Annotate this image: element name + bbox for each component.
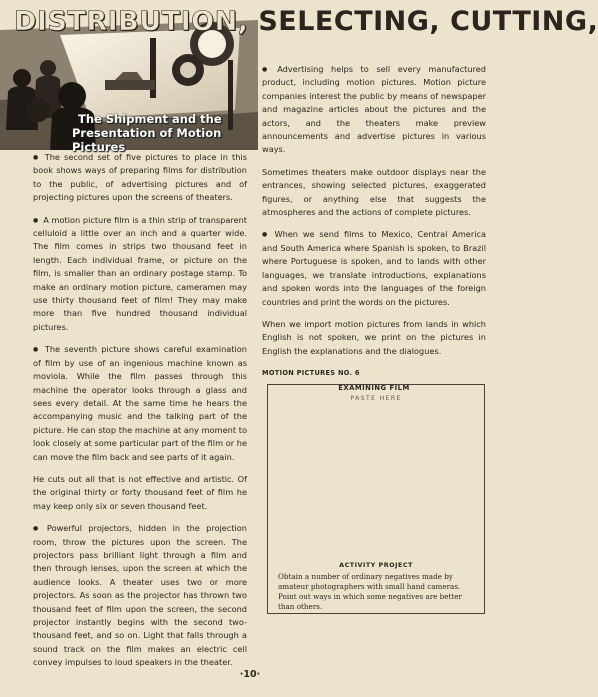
activity-project: [278, 560, 474, 612]
heading-selecting-cutting: SELECTING, CUTTING,: [248, 6, 598, 37]
paragraph-moviola: ● The seventh picture shows careful examination of film by use of an ingenious machine known as moviola. While the film passes through this machine the operator looks through a glass and sees every detail. At the same time he hears the accompanying music and the talking part of the picture. He can stop the machine at any moment to look closely at some particular part of the film or he can move the film back and see parts of it again.: [33, 343, 247, 464]
page-heading: [14, 6, 598, 46]
right-column: [262, 63, 486, 395]
caption-line-2: Presentation of Motion Pictures: [72, 126, 222, 154]
activity-project-title: ACTIVITY PROJECT: [339, 561, 413, 569]
page-number: ·10·: [239, 669, 261, 680]
paragraph-motion-picture-film: ● A motion picture film is a thin strip of transparent celluloid a little over an inch and a quarter wide. The film comes in strips two thousand feet in length. Each individual frame, or picture on the film, is smaller than an ordinary postage stamp. To make an ordinary motion picture, cameramen may use thirty thousand feet of film! They may make more than five hundred thousand individual pictures.: [33, 214, 247, 335]
paragraph-advertising: ● Advertising helps to sell every manufactured product, including motion pictures. Motion picture companies interest the public by means of newspaper and magazine articles about the pictures and the actors, and the theaters make preview announcements and advertise pictures in various ways.: [262, 63, 486, 157]
paragraph-outdoor-displays: Sometimes theaters make outdoor displays near the entrances, showing selected pictures, exaggerated figures, or anything else that suggests the atmospheres and the actions of complete pictures.: [262, 166, 486, 218]
paragraph-second-set: ● The second set of five pictures to place in this book shows ways of preparing films for distribution to the public, of advertising pictures and of projecting pictures upon the screens of theaters.: [33, 151, 247, 205]
paragraph-cuts: He cuts out all that is not effective and artistic. Of the original thirty or forty thousand feet of film he may keep only six or seven thousand feet.: [33, 473, 247, 511]
left-column: [33, 151, 247, 679]
motion-pictures-label: MOTION PICTURES NO. 6: [262, 369, 360, 378]
paragraph-import-films: When we import motion pictures from lands in which English is not spoken, we print on the pictures in English the explanations and the dialogues.: [262, 318, 486, 356]
paragraph-projectors: ● Powerful projectors, hidden in the projection room, throw the pictures upon the screen. The projectors pass brilliant light through a film and then through lenses, upon the screen at which the audience looks. A theater uses two or more projectors. As soon as the projector has thrown two thousand feet of film upon the screen, the second projector instantly begins with the second two-thousand feet, and so on. Light that falls through a sound track on the film makes an electric cell convey impulses to loud speakers in the theater.: [33, 522, 247, 669]
heading-distribution: DISTRIBUTION,: [14, 6, 249, 37]
activity-project-text: Obtain a number of ordinary negatives made by amateur photographers with small hand cameras. Point out ways in which some negatives are better than others.: [278, 572, 462, 611]
caption-line-1: The Shipment and the: [78, 112, 222, 126]
examining-film-title: EXAMINING FILM: [338, 383, 410, 392]
illustration-caption: [72, 112, 256, 154]
paragraph-send-films: ● When we send films to Mexico, Central America and South America where Spanish is spoken, to Brazil where Portuguese is spoken, and to lands with other languages, we translate introductions, explanations and spoken words into the languages of the foreign countries and print the words on the pictures.: [262, 228, 486, 308]
paste-here-label: PASTE HERE: [350, 394, 402, 402]
